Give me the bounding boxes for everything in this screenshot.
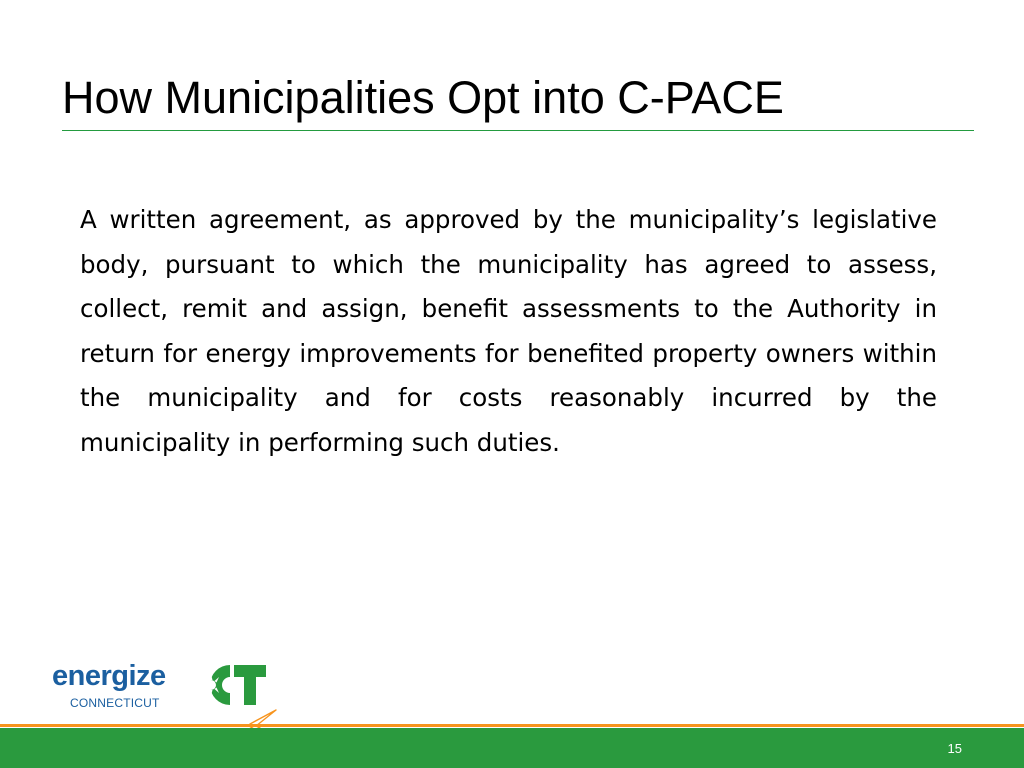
logo-subtitle: CONNECTICUT	[70, 696, 160, 710]
footer-bar	[0, 728, 1024, 768]
footer-orange-stripe	[0, 724, 1024, 727]
title-divider	[62, 130, 974, 131]
logo-wordmark: energize	[52, 660, 166, 692]
slide-title: How Municipalities Opt into C-PACE	[62, 72, 784, 123]
page-number: 15	[947, 741, 962, 756]
body-paragraph: A written agreement, as approved by the municipality’s legislative body, pursuant to which the municipality has agreed to assess, collect, remit and assign, benefit assessments to the Authority in return for energy improvements for benefited property owners within the municipality and for costs reasonably incurred by the municipality in performing such duties.	[80, 205, 937, 457]
